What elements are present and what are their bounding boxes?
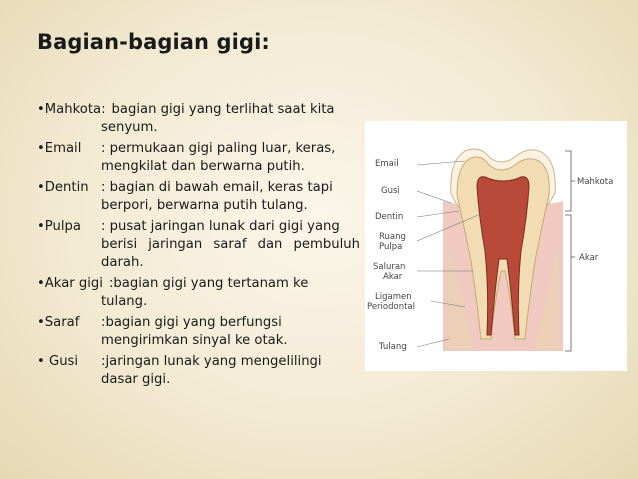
list-item-gusi: [37, 353, 360, 371]
term-pulpa: •Pulpa: [37, 219, 81, 234]
desc-gusi-cont: dasar gigi.: [101, 372, 171, 387]
right-brackets: [565, 151, 575, 351]
term-mahkota: •Mahkota:: [37, 102, 106, 117]
label-ruang: Ruang: [379, 232, 406, 242]
term-saraf: •Saraf: [37, 315, 80, 330]
desc-dentin-cont: berpori, berwarna putih tulang.: [101, 198, 308, 213]
desc-mahkota: bagian gigi yang terlihat saat kita: [111, 102, 335, 117]
term-akar: •Akar gigi: [37, 276, 103, 291]
desc-akar-cont: tulang.: [101, 294, 148, 309]
desc-mahkota-cont: senyum.: [101, 120, 158, 135]
label-gusi: Gusi: [381, 186, 400, 196]
list-item-email: [37, 140, 360, 158]
desc-saraf: :bagian gigi yang berfungsi: [101, 315, 282, 330]
label-saluran: Saluran: [373, 262, 406, 272]
list-item-akar: [37, 275, 360, 293]
label-email: Email: [375, 159, 399, 169]
definition-list: [37, 101, 360, 389]
slide-title: Bagian-bagian gigi:: [37, 30, 270, 54]
tooth-diagram-svg: [365, 121, 627, 371]
label-pulpa: Pulpa: [379, 242, 403, 252]
term-gusi: • Gusi: [37, 354, 79, 369]
label-ligamen: Ligamen: [375, 292, 412, 302]
term-email: •Email: [37, 141, 82, 156]
list-item-saraf: [37, 314, 360, 332]
list-item-dentin: [37, 179, 360, 197]
list-item-pulpa: [37, 218, 360, 236]
term-dentin: •Dentin: [37, 180, 89, 195]
label-akar: Akar: [579, 253, 599, 263]
label-tulang: Tulang: [379, 342, 407, 352]
desc-pulpa-cont: berisi jaringan saraf dan pembuluh darah.: [101, 237, 360, 270]
desc-pulpa: : pusat jaringan lunak dari gigi yang: [101, 219, 340, 234]
list-item-mahkota: [37, 101, 360, 119]
tooth-diagram: [365, 121, 627, 371]
desc-saraf-cont: mengirimkan sinyal ke otak.: [101, 333, 288, 348]
label-mahkota: Mahkota: [577, 177, 614, 187]
desc-email: : permukaan gigi paling luar, keras,: [101, 141, 336, 156]
label-akar-saluran: Akar: [383, 272, 403, 282]
label-periodontal: Periodontal: [367, 302, 415, 312]
desc-gusi: :jaringan lunak yang mengelilingi: [101, 354, 322, 369]
desc-email-cont: mengkilat dan berwarna putih.: [101, 159, 305, 174]
label-dentin: Dentin: [375, 212, 404, 222]
desc-dentin: : bagian di bawah email, keras tapi: [101, 180, 333, 195]
desc-akar: :bagian gigi yang tertanam ke: [108, 276, 309, 291]
